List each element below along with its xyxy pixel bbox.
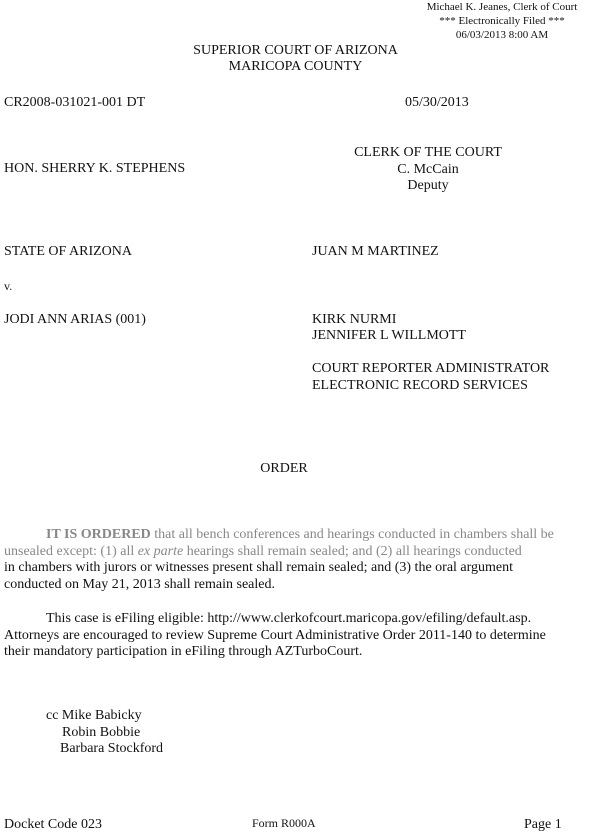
cc-line-3: Barbara Stockford (60, 741, 164, 756)
order-title: ORDER (260, 461, 308, 476)
case-number: CR2008-031021-001 DT (4, 95, 146, 110)
judge-name: HON. SHERRY K. STEPHENS (4, 161, 186, 176)
defense-counsel-1: KIRK NURMI (312, 312, 397, 327)
clerk-name: C. McCain (397, 161, 459, 177)
order-lead: IT IS ORDERED (46, 527, 151, 542)
order-text-faded (4, 527, 564, 560)
cc-line-2: Robin Bobbie (62, 724, 141, 740)
page-number: Page 1 (524, 817, 562, 832)
order-italic: ex parte (137, 543, 184, 559)
order-paragraph (4, 527, 564, 593)
cc-list (46, 708, 163, 758)
filing-stamp (417, 0, 587, 42)
form-number: Form R000A (252, 816, 316, 830)
order-text-b: hearings shall remain sealed; and (2) all hearings conducted (183, 543, 522, 559)
court-name: SUPERIOR COURT OF ARIZONA (193, 43, 398, 58)
defense-counsel-2: JENNIFER L WILLMOTT (312, 328, 466, 343)
defendant: JODI ANN ARIAS (001) (4, 312, 146, 327)
clerk-block (338, 145, 518, 195)
order-text-c: in chambers with jurors or witnesses present shall remain sealed; and (3) the oral argument conducted on May 21, 2013 shall remain sealed. (4, 560, 514, 592)
clerk-role: Deputy (407, 178, 449, 193)
versus: v. (4, 279, 13, 293)
stamp-filed-line: *** Electronically Filed *** (439, 15, 565, 27)
stamp-datetime-line: 06/03/2013 8:00 AM (455, 29, 549, 41)
plaintiff-counsel: JUAN M MARTINEZ (312, 244, 439, 259)
case-date: 05/30/2013 (405, 95, 469, 110)
cc-line-1: cc Mike Babicky (46, 708, 142, 723)
court-header (0, 43, 591, 75)
efiling-paragraph: This case is eFiling eligible: http://www.clerkofcourt.maricopa.gov/efiling/default.asp. Attorneys are encouraged to review Supreme Court Administrative Order 2011-140 to determine their mandatory participation in eFiling through AZTurboCourt. (4, 611, 546, 659)
court-reporter-admin: COURT REPORTER ADMINISTRATOR (312, 361, 550, 376)
order-text-a: that all bench conferences and hearings conducted in chambers shall be unsealed except: (1) all (4, 527, 554, 559)
electronic-record-services: ELECTRONIC RECORD SERVICES (312, 378, 528, 393)
stamp-clerk-line: Michael K. Jeanes, Clerk of Court (426, 1, 578, 13)
clerk-title: CLERK OF THE COURT (354, 145, 502, 160)
docket-code: Docket Code 023 (4, 817, 102, 832)
court-county: MARICOPA COUNTY (228, 59, 363, 74)
plaintiff: STATE OF ARIZONA (4, 244, 132, 259)
